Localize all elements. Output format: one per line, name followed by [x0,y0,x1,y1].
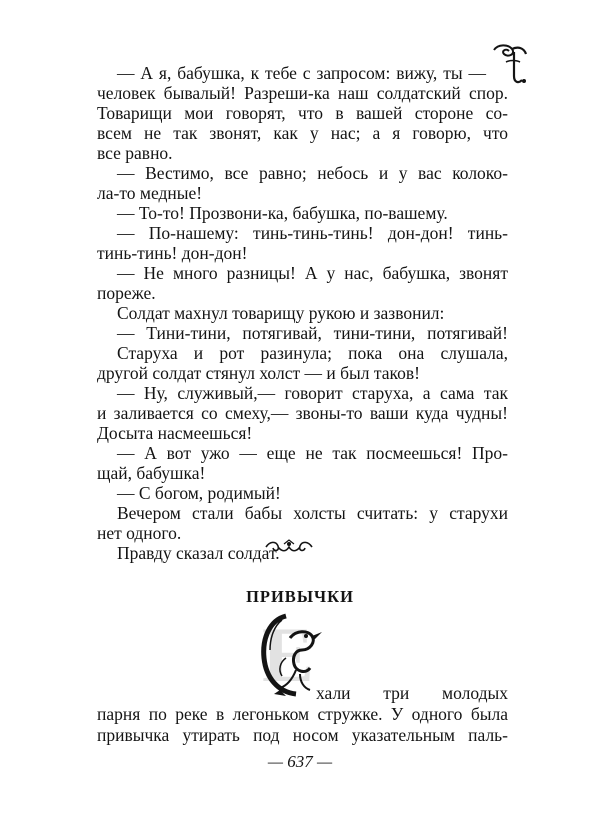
story-title: ПРИВЫЧКИ [246,587,354,606]
text-line-24: нет одного. [97,523,182,543]
text-line-3: Товарищи мои говорят, что в вашей стороне со- [97,103,508,123]
text-line-7: ла-то медные! [97,183,203,203]
text-line-20: — А вот ужо — еще не так посмеешься! Про- [117,443,508,463]
text-line-19: Досыта насмеешься! [97,423,253,443]
story-line-3: привычка утирать под носом указательным паль- [97,725,508,745]
text-line-9: — По-нашему: тинь-тинь-тинь! дон-дон! тинь- [117,223,508,243]
text-line-8: — То-то! Прозвони-ка, бабушка, по-вашему. [117,203,448,223]
text-line-25: Правду сказал солдат. [117,543,280,563]
corner-flourish-icon [488,40,530,88]
text-line-15: Старуха и рот разинула; пока она слушала, [117,343,508,363]
text-line-14: — Тини-тини, потягивай, тини-тини, потягивай! [117,323,508,343]
text-line-4: всем не так звонят, как у нас; а я говорю, что [97,123,508,143]
text-line-6: — Вестимо, все равно; небось и у вас колоко- [117,163,508,183]
text-line-11: — Не много разницы! А у нас, бабушка, звонят [117,263,508,283]
page-number: — 637 — [267,752,333,771]
text-line-12: пореже. [97,283,156,303]
text-line-18: и заливается со смеху,— звоны-то ваши куда чудны! [97,403,508,423]
text-line-17: — Ну, служивый,— говорит старуха, а сама так [117,383,508,403]
story-line-2: парня по реке в легоньком стружке. У одного была [97,704,508,724]
text-line-13: Солдат махнул товарищу рукою и зазвонил: [117,303,445,323]
text-line-10: тинь-тинь! дон-дон! [97,243,248,263]
text-line-22: — С богом, родимый! [117,483,281,503]
text-line-2: человек бывалый! Разреши-ка наш солдатский спор. [97,83,508,103]
text-line-21: щай, бабушка! [97,463,206,483]
text-line-16: другой солдат стянул холст — и был таков! [97,363,420,383]
ornament-divider-icon [262,538,316,556]
drop-cap-letter: Е [262,611,315,698]
text-line-23: Вечером стали бабы холсты считать: у старухи [117,503,508,523]
text-line-1: — А я, бабушка, к тебе с запросом: вижу, ты — [117,63,486,83]
text-line-5: все равно. [97,143,173,163]
story-line-1: хали три молодых [316,683,508,703]
